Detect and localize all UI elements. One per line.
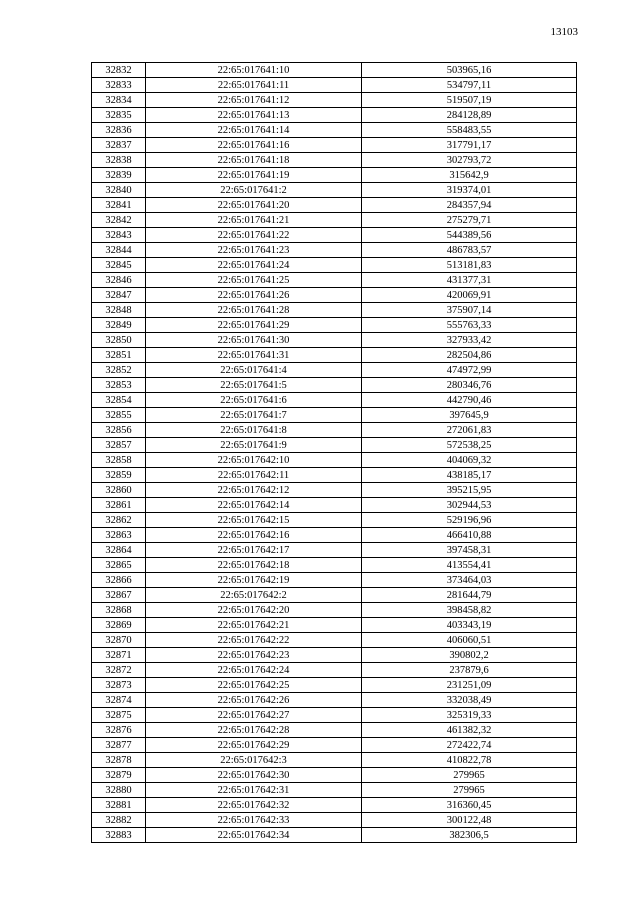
- value-cell: 237879,6: [362, 663, 577, 678]
- value-cell: 431377,31: [362, 273, 577, 288]
- cadastral-number-cell: 22:65:017642:31: [146, 783, 362, 798]
- row-number-cell: 32836: [92, 123, 146, 138]
- value-cell: 404069,32: [362, 453, 577, 468]
- value-cell: 280346,76: [362, 378, 577, 393]
- value-cell: 529196,96: [362, 513, 577, 528]
- cadastral-number-cell: 22:65:017642:2: [146, 588, 362, 603]
- table-row: [92, 423, 577, 438]
- table-body: [92, 63, 577, 843]
- row-number-cell: 32850: [92, 333, 146, 348]
- row-number-cell: 32838: [92, 153, 146, 168]
- row-number-cell: 32874: [92, 693, 146, 708]
- cadastral-number-cell: 22:65:017641:18: [146, 153, 362, 168]
- row-number-cell: 32877: [92, 738, 146, 753]
- table-row: [92, 828, 577, 843]
- row-number-cell: 32881: [92, 798, 146, 813]
- row-number-cell: 32882: [92, 813, 146, 828]
- row-number-cell: 32852: [92, 363, 146, 378]
- row-number-cell: 32863: [92, 528, 146, 543]
- value-cell: 397645,9: [362, 408, 577, 423]
- value-cell: 373464,03: [362, 573, 577, 588]
- table-row: [92, 708, 577, 723]
- row-number-cell: 32853: [92, 378, 146, 393]
- row-number-cell: 32840: [92, 183, 146, 198]
- value-cell: 284128,89: [362, 108, 577, 123]
- value-cell: 403343,19: [362, 618, 577, 633]
- table-row: [92, 243, 577, 258]
- row-number-cell: 32835: [92, 108, 146, 123]
- value-cell: 442790,46: [362, 393, 577, 408]
- table-row: [92, 318, 577, 333]
- value-cell: 398458,82: [362, 603, 577, 618]
- value-cell: 395215,95: [362, 483, 577, 498]
- value-cell: 413554,41: [362, 558, 577, 573]
- row-number-cell: 32856: [92, 423, 146, 438]
- cadastral-number-cell: 22:65:017641:29: [146, 318, 362, 333]
- table-row: [92, 408, 577, 423]
- cadastral-number-cell: 22:65:017641:7: [146, 408, 362, 423]
- value-cell: 302944,53: [362, 498, 577, 513]
- cadastral-number-cell: 22:65:017642:18: [146, 558, 362, 573]
- row-number-cell: 32841: [92, 198, 146, 213]
- row-number-cell: 32868: [92, 603, 146, 618]
- table-row: [92, 813, 577, 828]
- value-cell: 461382,32: [362, 723, 577, 738]
- cadastral-number-cell: 22:65:017641:8: [146, 423, 362, 438]
- table-row: [92, 678, 577, 693]
- row-number-cell: 32873: [92, 678, 146, 693]
- value-cell: 558483,55: [362, 123, 577, 138]
- cadastral-number-cell: 22:65:017641:11: [146, 78, 362, 93]
- row-number-cell: 32849: [92, 318, 146, 333]
- table-row: [92, 783, 577, 798]
- table-row: [92, 258, 577, 273]
- row-number-cell: 32866: [92, 573, 146, 588]
- value-cell: 327933,42: [362, 333, 577, 348]
- table-row: [92, 603, 577, 618]
- table-row: [92, 648, 577, 663]
- row-number-cell: 32837: [92, 138, 146, 153]
- value-cell: 316360,45: [362, 798, 577, 813]
- table-row: [92, 633, 577, 648]
- row-number-cell: 32858: [92, 453, 146, 468]
- table-row: [92, 213, 577, 228]
- cadastral-number-cell: 22:65:017641:2: [146, 183, 362, 198]
- value-cell: 284357,94: [362, 198, 577, 213]
- value-cell: 325319,33: [362, 708, 577, 723]
- table-row: [92, 438, 577, 453]
- cadastral-number-cell: 22:65:017641:22: [146, 228, 362, 243]
- cadastral-number-cell: 22:65:017641:14: [146, 123, 362, 138]
- table-row: [92, 558, 577, 573]
- table-row: [92, 288, 577, 303]
- value-cell: 281644,79: [362, 588, 577, 603]
- table-row: [92, 393, 577, 408]
- cadastral-number-cell: 22:65:017641:19: [146, 168, 362, 183]
- table-row: [92, 528, 577, 543]
- row-number-cell: 32846: [92, 273, 146, 288]
- table-row: [92, 153, 577, 168]
- value-cell: 231251,09: [362, 678, 577, 693]
- cadastral-number-cell: 22:65:017642:16: [146, 528, 362, 543]
- cadastral-number-cell: 22:65:017642:32: [146, 798, 362, 813]
- row-number-cell: 32845: [92, 258, 146, 273]
- cadastral-number-cell: 22:65:017642:33: [146, 813, 362, 828]
- value-cell: 282504,86: [362, 348, 577, 363]
- table-row: [92, 78, 577, 93]
- row-number-cell: 32839: [92, 168, 146, 183]
- table-row: [92, 363, 577, 378]
- row-number-cell: 32859: [92, 468, 146, 483]
- row-number-cell: 32879: [92, 768, 146, 783]
- cadastral-number-cell: 22:65:017642:14: [146, 498, 362, 513]
- table-row: [92, 198, 577, 213]
- value-cell: 474972,99: [362, 363, 577, 378]
- row-number-cell: 32876: [92, 723, 146, 738]
- table-row: [92, 183, 577, 198]
- page-number: 13103: [550, 26, 578, 38]
- cadastral-number-cell: 22:65:017642:23: [146, 648, 362, 663]
- row-number-cell: 32867: [92, 588, 146, 603]
- value-cell: 390802,2: [362, 648, 577, 663]
- row-number-cell: 32847: [92, 288, 146, 303]
- table-row: [92, 663, 577, 678]
- row-number-cell: 32865: [92, 558, 146, 573]
- table-row: [92, 333, 577, 348]
- value-cell: 332038,49: [362, 693, 577, 708]
- cadastral-number-cell: 22:65:017642:30: [146, 768, 362, 783]
- cadastral-number-cell: 22:65:017642:29: [146, 738, 362, 753]
- cadastral-number-cell: 22:65:017642:3: [146, 753, 362, 768]
- value-cell: 300122,48: [362, 813, 577, 828]
- table-row: [92, 573, 577, 588]
- table-row: [92, 618, 577, 633]
- row-number-cell: 32861: [92, 498, 146, 513]
- value-cell: 503965,16: [362, 63, 577, 78]
- cadastral-number-cell: 22:65:017641:12: [146, 93, 362, 108]
- value-cell: 375907,14: [362, 303, 577, 318]
- row-number-cell: 32832: [92, 63, 146, 78]
- cadastral-number-cell: 22:65:017642:20: [146, 603, 362, 618]
- value-cell: 513181,83: [362, 258, 577, 273]
- table-row: [92, 168, 577, 183]
- row-number-cell: 32862: [92, 513, 146, 528]
- row-number-cell: 32842: [92, 213, 146, 228]
- cadastral-number-cell: 22:65:017642:25: [146, 678, 362, 693]
- value-cell: 519507,19: [362, 93, 577, 108]
- table-row: [92, 768, 577, 783]
- table-row: [92, 693, 577, 708]
- value-cell: 382306,5: [362, 828, 577, 843]
- cadastral-number-cell: 22:65:017641:28: [146, 303, 362, 318]
- table-row: [92, 273, 577, 288]
- cadastral-number-cell: 22:65:017641:16: [146, 138, 362, 153]
- cadastral-number-cell: 22:65:017642:21: [146, 618, 362, 633]
- row-number-cell: 32883: [92, 828, 146, 843]
- data-table: [91, 62, 577, 843]
- cadastral-number-cell: 22:65:017641:10: [146, 63, 362, 78]
- table-row: [92, 738, 577, 753]
- table-row: [92, 543, 577, 558]
- cadastral-number-cell: 22:65:017642:27: [146, 708, 362, 723]
- cadastral-number-cell: 22:65:017641:31: [146, 348, 362, 363]
- cadastral-number-cell: 22:65:017642:19: [146, 573, 362, 588]
- value-cell: 315642,9: [362, 168, 577, 183]
- value-cell: 410822,78: [362, 753, 577, 768]
- value-cell: 420069,91: [362, 288, 577, 303]
- row-number-cell: 32860: [92, 483, 146, 498]
- cadastral-number-cell: 22:65:017641:4: [146, 363, 362, 378]
- cadastral-number-cell: 22:65:017641:20: [146, 198, 362, 213]
- row-number-cell: 32869: [92, 618, 146, 633]
- cadastral-number-cell: 22:65:017642:22: [146, 633, 362, 648]
- row-number-cell: 32843: [92, 228, 146, 243]
- value-cell: 272061,83: [362, 423, 577, 438]
- value-cell: 319374,01: [362, 183, 577, 198]
- cadastral-number-cell: 22:65:017641:6: [146, 393, 362, 408]
- table-row: [92, 138, 577, 153]
- value-cell: 275279,71: [362, 213, 577, 228]
- value-cell: 279965: [362, 783, 577, 798]
- value-cell: 438185,17: [362, 468, 577, 483]
- table-row: [92, 513, 577, 528]
- value-cell: 406060,51: [362, 633, 577, 648]
- table-row: [92, 588, 577, 603]
- cadastral-number-cell: 22:65:017641:21: [146, 213, 362, 228]
- value-cell: 302793,72: [362, 153, 577, 168]
- row-number-cell: 32848: [92, 303, 146, 318]
- value-cell: 572538,25: [362, 438, 577, 453]
- row-number-cell: 32851: [92, 348, 146, 363]
- cadastral-number-cell: 22:65:017641:9: [146, 438, 362, 453]
- cadastral-number-cell: 22:65:017642:24: [146, 663, 362, 678]
- value-cell: 544389,56: [362, 228, 577, 243]
- cadastral-number-cell: 22:65:017641:26: [146, 288, 362, 303]
- value-cell: 486783,57: [362, 243, 577, 258]
- cadastral-number-cell: 22:65:017641:23: [146, 243, 362, 258]
- cadastral-number-cell: 22:65:017642:26: [146, 693, 362, 708]
- cadastral-number-cell: 22:65:017642:34: [146, 828, 362, 843]
- table-row: [92, 468, 577, 483]
- value-cell: 279965: [362, 768, 577, 783]
- cadastral-number-cell: 22:65:017642:12: [146, 483, 362, 498]
- row-number-cell: 32833: [92, 78, 146, 93]
- row-number-cell: 32855: [92, 408, 146, 423]
- table-row: [92, 378, 577, 393]
- table-row: [92, 63, 577, 78]
- row-number-cell: 32875: [92, 708, 146, 723]
- table-row: [92, 303, 577, 318]
- cadastral-number-cell: 22:65:017641:24: [146, 258, 362, 273]
- table-row: [92, 483, 577, 498]
- cadastral-number-cell: 22:65:017642:28: [146, 723, 362, 738]
- table-row: [92, 753, 577, 768]
- value-cell: 466410,88: [362, 528, 577, 543]
- table-row: [92, 798, 577, 813]
- value-cell: 272422,74: [362, 738, 577, 753]
- cadastral-number-cell: 22:65:017642:15: [146, 513, 362, 528]
- row-number-cell: 32857: [92, 438, 146, 453]
- table-row: [92, 453, 577, 468]
- cadastral-number-cell: 22:65:017641:13: [146, 108, 362, 123]
- row-number-cell: 32834: [92, 93, 146, 108]
- cadastral-number-cell: 22:65:017642:10: [146, 453, 362, 468]
- row-number-cell: 32870: [92, 633, 146, 648]
- table-row: [92, 498, 577, 513]
- row-number-cell: 32864: [92, 543, 146, 558]
- row-number-cell: 32880: [92, 783, 146, 798]
- row-number-cell: 32872: [92, 663, 146, 678]
- row-number-cell: 32854: [92, 393, 146, 408]
- cadastral-number-cell: 22:65:017642:11: [146, 468, 362, 483]
- cadastral-number-cell: 22:65:017641:5: [146, 378, 362, 393]
- cadastral-number-cell: 22:65:017642:17: [146, 543, 362, 558]
- table-row: [92, 93, 577, 108]
- value-cell: 555763,33: [362, 318, 577, 333]
- row-number-cell: 32844: [92, 243, 146, 258]
- row-number-cell: 32871: [92, 648, 146, 663]
- table-row: [92, 123, 577, 138]
- table-row: [92, 723, 577, 738]
- value-cell: 317791,17: [362, 138, 577, 153]
- cadastral-number-cell: 22:65:017641:25: [146, 273, 362, 288]
- value-cell: 534797,11: [362, 78, 577, 93]
- table-row: [92, 108, 577, 123]
- cadastral-number-cell: 22:65:017641:30: [146, 333, 362, 348]
- table-row: [92, 348, 577, 363]
- value-cell: 397458,31: [362, 543, 577, 558]
- row-number-cell: 32878: [92, 753, 146, 768]
- table-row: [92, 228, 577, 243]
